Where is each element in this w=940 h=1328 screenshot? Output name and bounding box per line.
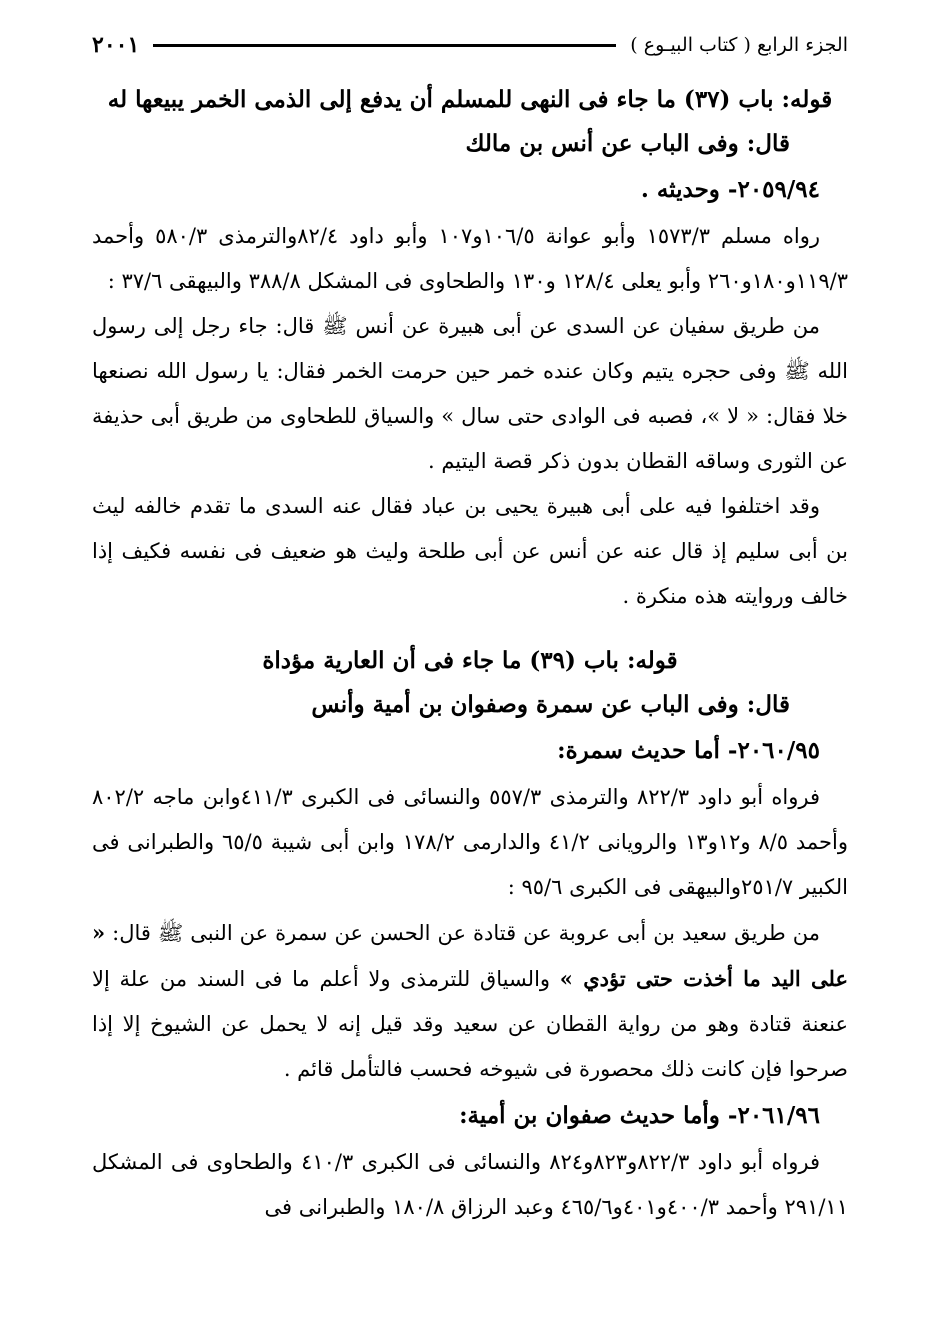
page-number: ٢٠٠١ xyxy=(92,32,140,58)
chapter-heading: قوله: باب (٣٧) ما جاء فى النهى للمسلم أن يدفع إلى الذمى الخمر يبيعها له xyxy=(107,86,833,113)
header-rule xyxy=(153,44,616,47)
hadith-number: ٢٠٦٠/٩٥- أما حديث سمرة: xyxy=(557,737,820,764)
commentary-paragraph: وقد اختلفوا فيه على أبى هبيرة يحيى بن عباد فقال عنه السدى ما تقدم خالفه ليث بن أبى سليم إذ قال عنه عن أنس عن أبى طلحة وليث هو ضعيف فى نفسه فكيف إذا خالف وروايته هذه منكرة . xyxy=(92,494,848,608)
isnad-paragraph: من طريق سفيان عن السدى عن أبى هبيرة عن أنس ﷺ قال: جاء رجل إلى رسول الله ﷺ وفى حجره يتيم وكان عنده خمر حين حرمت الخمر فقال: يا رسول الله نصنعها خلا فقال: « لا »، فصبه فى الوادى حتى سال » والسياق للطحاوى من طريق أبى حذيفة عن الثورى وساقه القطان بدون ذكر قصة اليتيم . xyxy=(92,314,848,473)
takhrij-paragraph: رواه مسلم ١٥٧٣/٣ وأبو عوانة ١٠٦/٥و١٠٧ وأبو داود ٨٢/٤والترمذى ٥٨٠/٣ وأحمد ١١٩/٣و١٨٠و٢٦٠ وأبو يعلى ١٢٨/٤ و١٣٠ والطحاوى فى المشكل ٣٨٨/٨ والبيهقى ٣٧/٦ : xyxy=(92,224,848,293)
hadith-number: ٢٠٦١/٩٦- وأما حديث صفوان بن أمية: xyxy=(459,1102,820,1129)
isnad-commentary: والسياق للترمذى ولا أعلم ما فى السند من علة إلا عنعنة قتادة وهو من رواية القطان عن سعيد وقد قيل إنه لا يحمل عن الشيوخ إلا إذا صرحوا فإن كانت ذلك محصورة فى شيوخه فحسب فالتأمل قائم . xyxy=(92,967,848,1081)
page-body xyxy=(92,78,848,1230)
section-gap xyxy=(92,619,848,639)
running-header xyxy=(92,30,848,60)
isnad-intro: من طريق سعيد بن أبى عروبة عن قتادة عن الحسن عن سمرة عن النبى ﷺ قال: xyxy=(112,921,820,945)
takhrij-paragraph: فرواه أبو داود ٨٢٢/٣و٨٢٣و٨٢٤ والنسائى فى الكبرى ٤١٠/٣ والطحاوى فى المشكل ٢٩١/١١ وأحمد ٤٠٠/٣و٤٠١و٤٦٥/٦ وعبد الرزاق ١٨٠/٨ والطبرانى فى xyxy=(92,1150,848,1219)
chapter-sub-heading: قال: وفى الباب عن سمرة وصفوان بن أمية وأنس xyxy=(311,691,790,718)
running-title: الجزء الرابع ( كتاب البيـوع ) xyxy=(630,34,848,56)
hadith-matn: « على اليد ما أخذت حتى تؤدي » xyxy=(92,920,848,991)
isnad-paragraph xyxy=(92,910,848,1092)
chapter-sub-heading: قال: وفى الباب عن أنس بن مالك xyxy=(465,130,790,157)
hadith-number: ٢٠٥٩/٩٤- وحديثه . xyxy=(640,176,820,203)
chapter-heading: قوله: باب (٣٩) ما جاء فى أن العارية مؤداة xyxy=(262,647,678,674)
takhrij-paragraph: فرواه أبو داود ٨٢٢/٣ والترمذى ٥٥٧/٣ والنسائى فى الكبرى ٤١١/٣وابن ماجه ٨٠٢/٢ وأحمد ٨/٥ و١٢و١٣ والرويانى ٤١/٢ والدارمى ١٧٨/٢ وابن أبى شيبة ٦٥/٥ والطبرانى فى الكبير ٢٥١/٧والبيهقى فى الكبرى ٩٥/٦ : xyxy=(92,785,849,899)
